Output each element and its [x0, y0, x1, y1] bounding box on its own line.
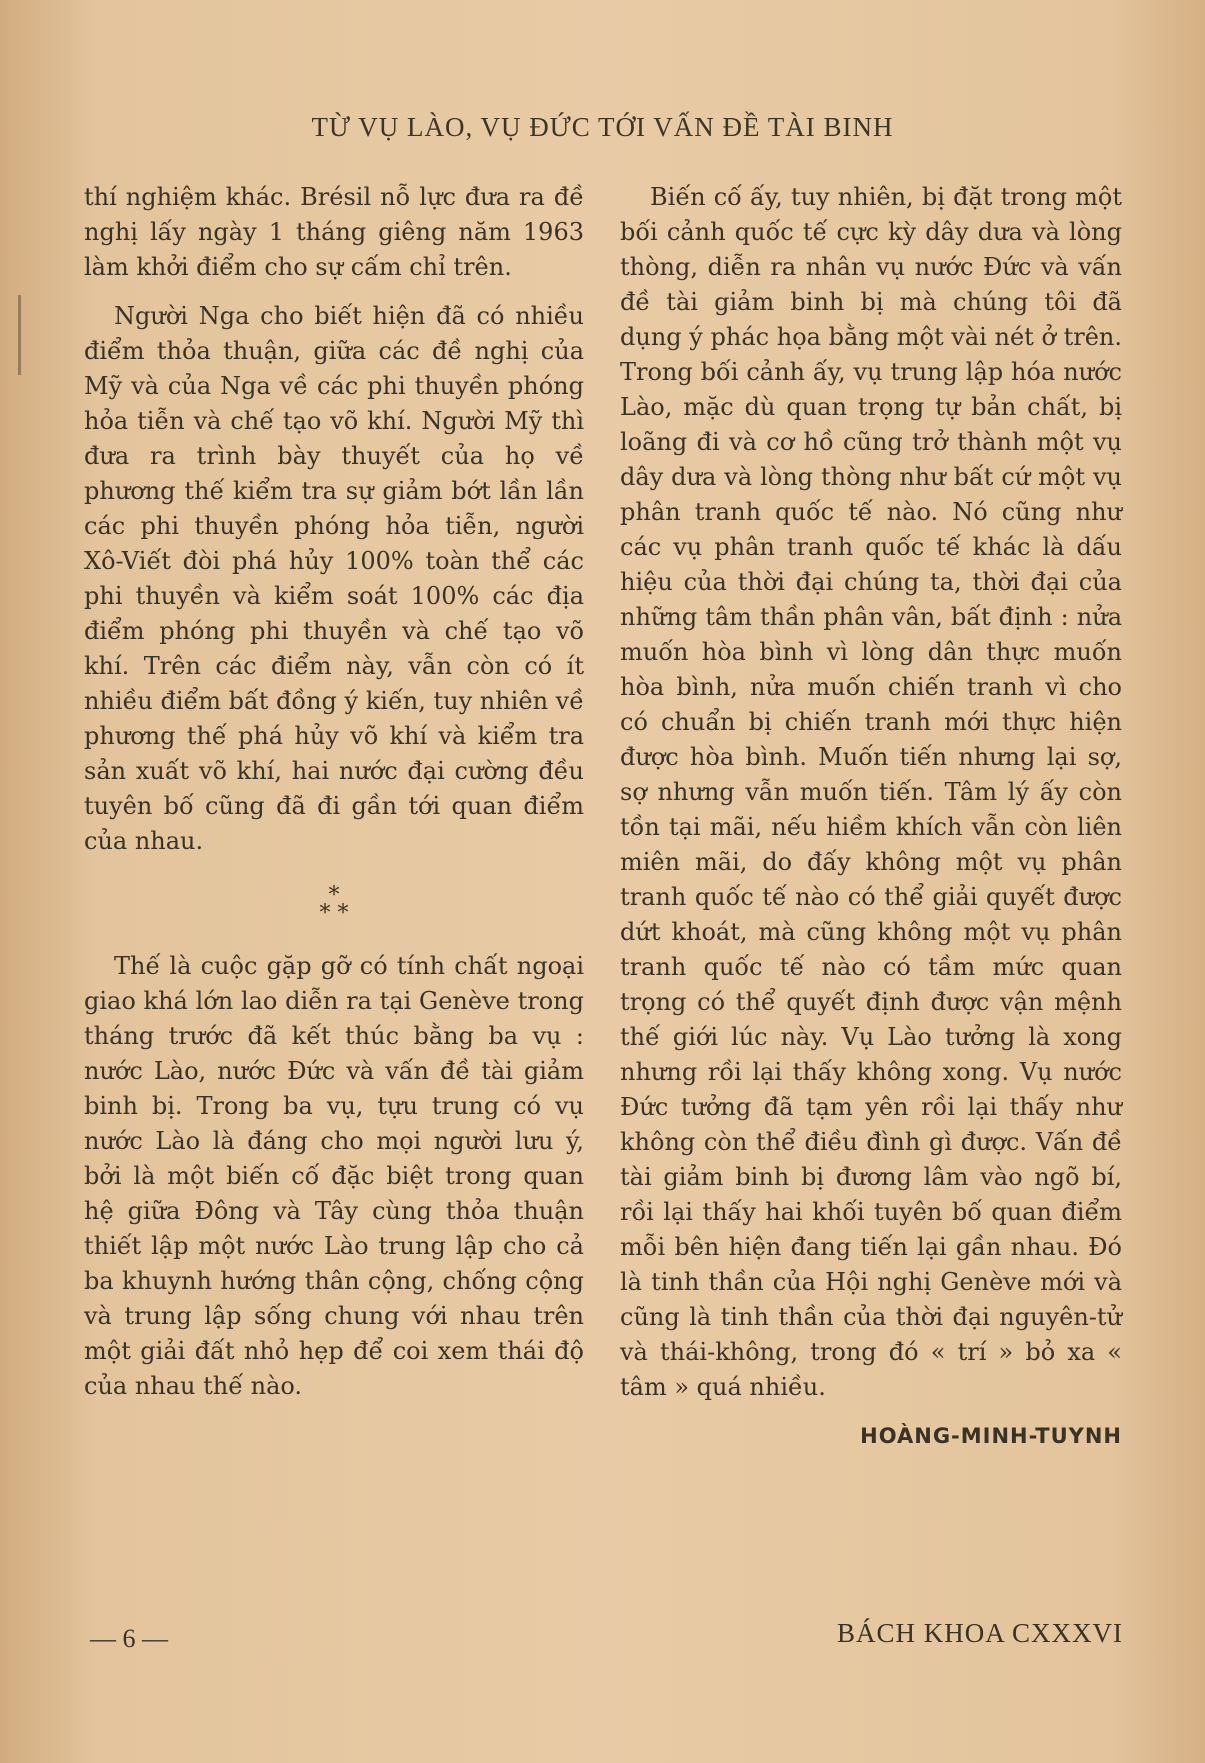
paragraph: Người Nga cho biết hiện đã có nhiều điểm thỏa thuận, giữa các đề nghị của Mỹ và của Nga về các phi thuyền phóng hỏa tiễn và chế tạo võ khí. Người Mỹ thì đưa ra trình bày thuyết của họ về phương thế kiểm tra sự giảm bớt lần lần các phi thuyền phóng hỏa tiễn, người Xô-Viết đòi phá hủy 100% toàn thể các phi thuyền và kiểm soát 100% các địa điểm phóng phi thuyền và chế tạo võ khí. Trên các điểm này, vẫn còn có ít nhiều điểm bất đồng ý kiến, tuy nhiên về phương thế phá hủy võ khí và kiểm tra sản xuất võ khí, hai nước đại cường đều tuyên bố cũng đã đi gần tới quan điểm của nhau. — [84, 302, 584, 855]
page-title: TỪ VỤ LÀO, VỤ ĐỨC TỚI VẤN ĐỀ TÀI BINH — [311, 112, 894, 142]
divider-star-top: * — [328, 883, 340, 908]
paragraph: thí nghiệm khác. Brésil nỗ lực đưa ra đề nghị lấy ngày 1 tháng giêng năm 1963 làm khởi điểm cho sự cấm chỉ trên. — [84, 183, 584, 281]
paragraph: Biến cố ấy, tuy nhiên, bị đặt trong một bối cảnh quốc tế cực kỳ dây dưa và lòng thòng, diễn ra nhân vụ nước Đức và vấn đề tài giảm binh bị mà chúng tôi đã dụng ý phác họa bằng một vài nét ở trên. Trong bối cảnh ấy, vụ trung lập hóa nước Lào, mặc dù quan trọng tự bản chất, bị loãng đi và cơ hồ cũng trở thành một vụ dây dưa và lòng thòng như bất cứ một vụ phân tranh quốc tế nào. Nó cũng như các vụ phân tranh quốc tế khác là dấu hiệu của thời đại chúng ta, thời đại của những tâm thần phân vân, bất định : nửa muốn hòa bình vì lòng dân thực muốn hòa bình, nửa muốn chiến tranh vì cho có chuẩn bị chiến tranh mới thực hiện được hòa bình. Muốn tiến nhưng lại sợ, sợ nhưng vẫn muốn tiến. Tâm lý ấy còn tồn tại mãi, nếu hiềm khích vẫn còn liên miên mãi, do đấy không một vụ phân tranh quốc tế nào có thể giải quyết được dứt khoát, mà cũng không một vụ phân tranh quốc tế nào có tầm mức quan trọng có thể quyết định được vận mệnh thế giới lúc này. Vụ Lào tưởng là xong nhưng rồi lại thấy không xong. Vụ nước Đức tưởng đã tạm yên rồi lại thấy như không còn thể điều đình gì được. Vấn đề tài giảm binh bị đương lâm vào ngõ bí, rồi lại thấy hai khối tuyên bố quan điểm mỗi bên hiện đang tiến lại gần nhau. Đó là tinh thần của Hội nghị Genève mới và cũng là tinh thần của thời đại nguyên-tử và thái-không, trong đó « trí » bỏ xa « tâm » quá nhiều. — [620, 183, 1122, 1401]
section-divider — [84, 883, 584, 926]
divider-star-bottom: * * — [319, 901, 349, 926]
left-column — [84, 180, 584, 1404]
publication-name: BÁCH KHOA CXXXVI — [836, 1618, 1123, 1648]
paragraph: Thế là cuộc gặp gỡ có tính chất ngoại giao khá lớn lao diễn ra tại Genève trong tháng trước đã kết thúc bằng ba vụ : nước Lào, nước Đức và vấn đề tài giảm binh bị. Trong ba vụ, tựu trung có vụ nước Lào là đáng cho mọi người lưu ý, bởi là một biến cố đặc biệt trong quan hệ giữa Đông và Tây cùng thỏa thuận thiết lập một nước Lào trung lập cho cả ba khuynh hướng thân cộng, chống cộng và trung lập sống chung với nhau trên một giải đất nhỏ hẹp để coi xem thái độ của nhau thế nào. — [84, 952, 584, 1400]
page-number: — 6 — — [90, 1624, 168, 1653]
author-signature: HOÀNG-MINH-TUYNH — [860, 1424, 1122, 1448]
page-edge-mark — [18, 295, 21, 375]
right-column — [620, 180, 1122, 1454]
